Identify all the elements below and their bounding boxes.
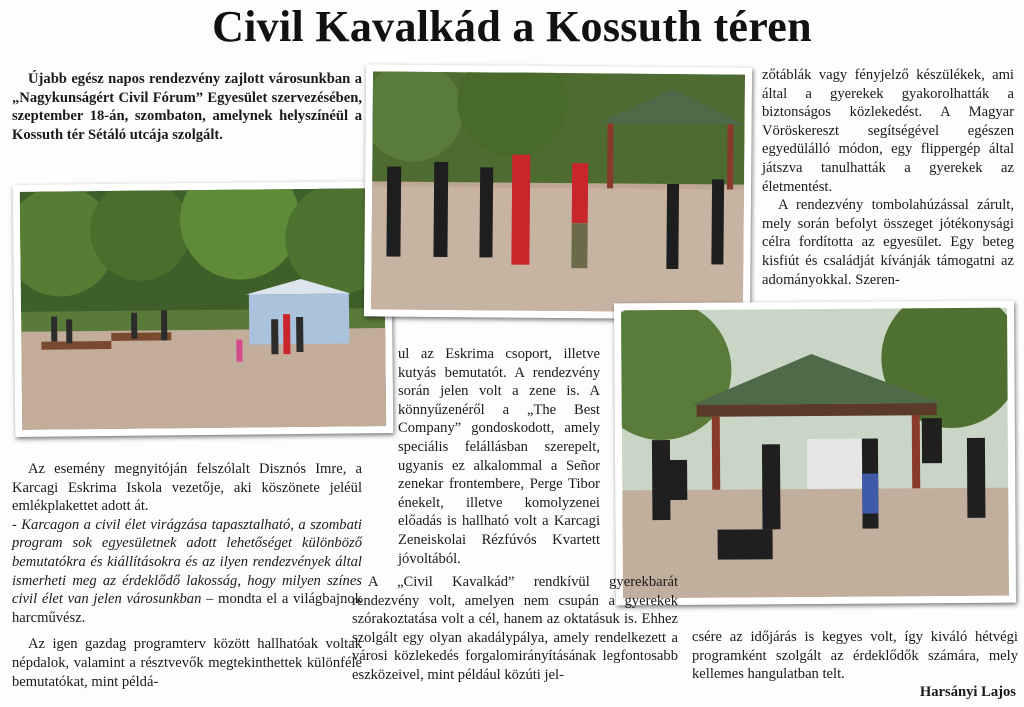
column-1-text: Az esemény megnyitóján felszólalt Disznós Imre, a Karcagi Eskrima Iskola vezetője, aki köszönete jeléül emlékplakettet adott át. - Karcagon a civil élet virágzása tapasztalható, a szombati program sok egyesületnek adott lehetőséget különböző bemutatókra és kiállításokra és az ilyen rendezvények által ismerheti meg az érdeklődő lakosság, hogy milyen színes civil élet van jelen városunkban – mondta el a világbajnok harcművész. Az igen gazdag programterv között hallhatóak voltak népdalok, valamint a résztvevők megtekinthettek különféle bemutatókat, mint példá-: [12, 461, 362, 690]
article-author: Harsányi Lajos: [919, 684, 1016, 700]
column-3-text: zőtáblák vagy fényjelző készülékek, ami által a gyerekek gyakorolhatták a biztonságos közlekedést. A Magyar Vöröskereszt segítségével egészen egyedülálló módon, egy flippergép által játszva tanulhatták a gyerekek az életmentést. A rendezvény tombolahúzással zárult, mely során befolyt összeget jótékonysági célra fordította az egyesület. Egy beteg kisfiút és családját kívánják támogatni az adományokkal. Szeren-: [762, 67, 1014, 288]
column-3-text-end: csére az időjárás is kegyes volt, így kiváló hétvégi programként szolgált az érdeklődők számára, mely kellemes hangulatban telt.: [692, 629, 1018, 683]
column-2-text-b: A „Civil Kavalkád” rendkívül gyerekbarát rendezvény volt, amelyen nem csupán a gyerekek szórakoztatása volt a cél, hanem az oktatásuk is. Ehhez szolgált egy olyan akadálypálya, amely rendelkezett a városi közlekedés forgalomirányításának legfontosabb eszközeivel, mint például közúti jel-: [352, 574, 678, 683]
column-2-text: ul az Eskrima csoport, illetve kutyás bemutatót. A rendezvény során jelen volt a zene is. A könnyűzenéről a „The Best Company” gondoskodott, amely speciális felállásban szerepelt, ugyanis ez alkalommal a Señor zenekar frontembere, Perge Tibor énekelt, illetve komolyzenei előadás is hallható volt a Karcagi Zeneiskolai Rézfúvós Kvartett jóvoltából.: [398, 346, 600, 567]
article-lead: Újabb egész napos rendezvény zajlott városunkban a „Nagykunságért Civil Fórum” Egyesület szervezésében, szeptember 18-án, szombaton, amelynek helyszínéül a Kossuth tér Sétáló utcája szolgált.: [12, 71, 362, 143]
photo-park-tables: [13, 181, 394, 437]
photo-eskrima-group: [364, 64, 752, 319]
photo-band-gazebo: [614, 301, 1016, 606]
article-title: Civil Kavalkád a Kossuth téren: [212, 2, 812, 51]
